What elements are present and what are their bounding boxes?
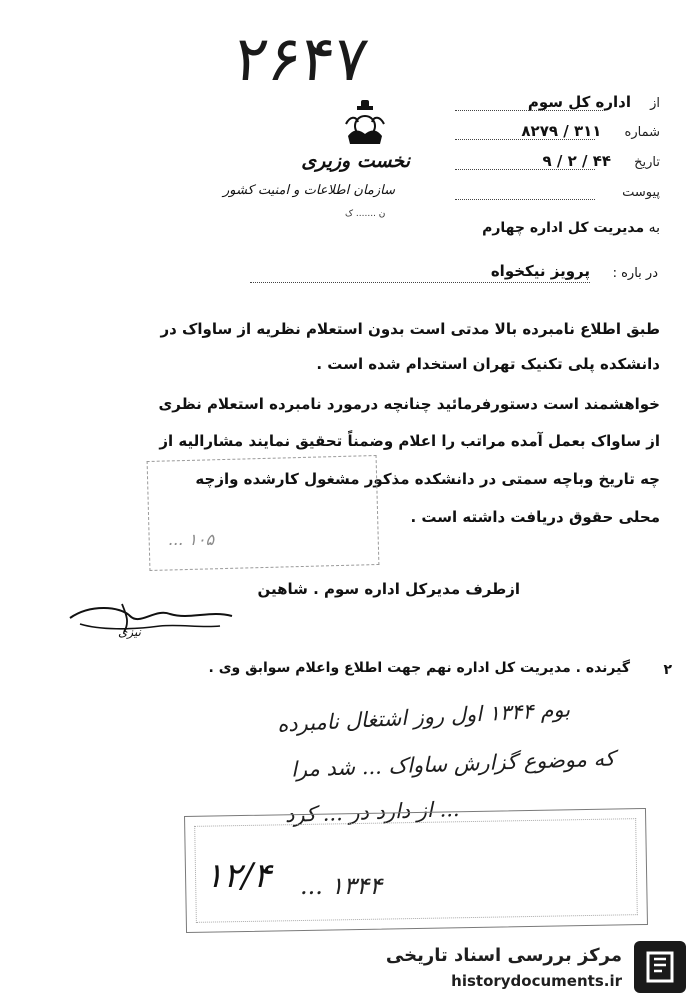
recipient-line [482,220,660,236]
attachment-label: پیوست [622,185,660,200]
watermark-url: historydocuments.ir [451,972,622,990]
body-line-5: چه تاریخ وباچه سمتی در دانشکده مذکور مشغول کارشده وازچه [195,470,660,488]
org-code: ن ....... ک [345,209,386,219]
org-title: نخست وزیری [301,150,410,172]
date-label: تاریخ [634,155,660,170]
number-label: شماره [624,125,660,140]
recipient-value: مدیریت کل اداره چهارم [482,220,645,236]
header-attachment [440,181,660,200]
subject-value: پرویز نیکخواه [490,262,590,280]
header-date [440,151,660,170]
lion-and-sun-emblem-icon [340,100,390,150]
archive-logo-icon [634,941,686,993]
handwritten-note-1: بوم ۱۳۴۴ اول روز اشتغال نامبرده [276,697,571,737]
signature-icon [60,600,240,650]
faint-stamp-text: ... ۱۰۵ [168,530,215,549]
body-line-1: طبق اطلاع نامبرده بالا مدتی است بدون استعلام نظریه از ساواک در [160,320,660,338]
body-line-2: دانشکده پلی تکنیک تهران استخدام شده است . [316,355,660,373]
lower-stamp-number: ۱۲/۴ [205,856,272,896]
from-value: اداره کل سوم [527,93,632,111]
handwritten-note-2: که موضوع گزارش ساواک ... شد مرا [290,746,616,782]
date-dots [455,169,595,170]
body-line-3: خواهشمند است دستورفرمائید چنانچه درمورد نامبرده استعلام نظری [158,395,660,413]
header-from [440,92,660,111]
header-number [440,121,660,140]
attachment-dots [455,199,595,200]
subject-label: در باره : [612,266,658,281]
cc-number: ۲ [663,662,672,678]
body-line-6: محلی حقوق دریافت داشته است . [410,508,660,526]
number-value: ۳۱۱ / ۸۲۷۹ [521,122,602,140]
handwritten-serial-number: ۲۶۴۷ [231,22,373,95]
signature-note: نیزی [118,625,141,639]
faint-stamp [147,455,380,571]
sender-line: ازطرف مدیرکل اداره سوم . شاهین [257,580,520,598]
date-value: ۴۴ / ۲ / ۹ [542,152,612,170]
cc-line: گیرنده . مدیریت کل اداره نهم جهت اطلاع واعلام سوابق وی . [208,660,630,676]
from-label: از [650,96,660,111]
number-dots [455,139,595,140]
body-line-4: از ساواک بعمل آمده مراتب را اعلام وضمناً تحقیق نمایند مشارالیه از [159,432,660,450]
subject-dots [250,282,590,283]
org-subtitle: سازمان اطلاعات و امنیت کشور [222,183,395,198]
watermark-title: مرکز بررسی اسناد تاریخی [385,945,622,966]
handwritten-note-3: ... از دارد در ... کرد [285,796,461,828]
recipient-prefix: به [648,220,660,236]
lower-stamp-text: ... ۱۳۴۴ [300,872,383,900]
from-dots [455,110,605,111]
